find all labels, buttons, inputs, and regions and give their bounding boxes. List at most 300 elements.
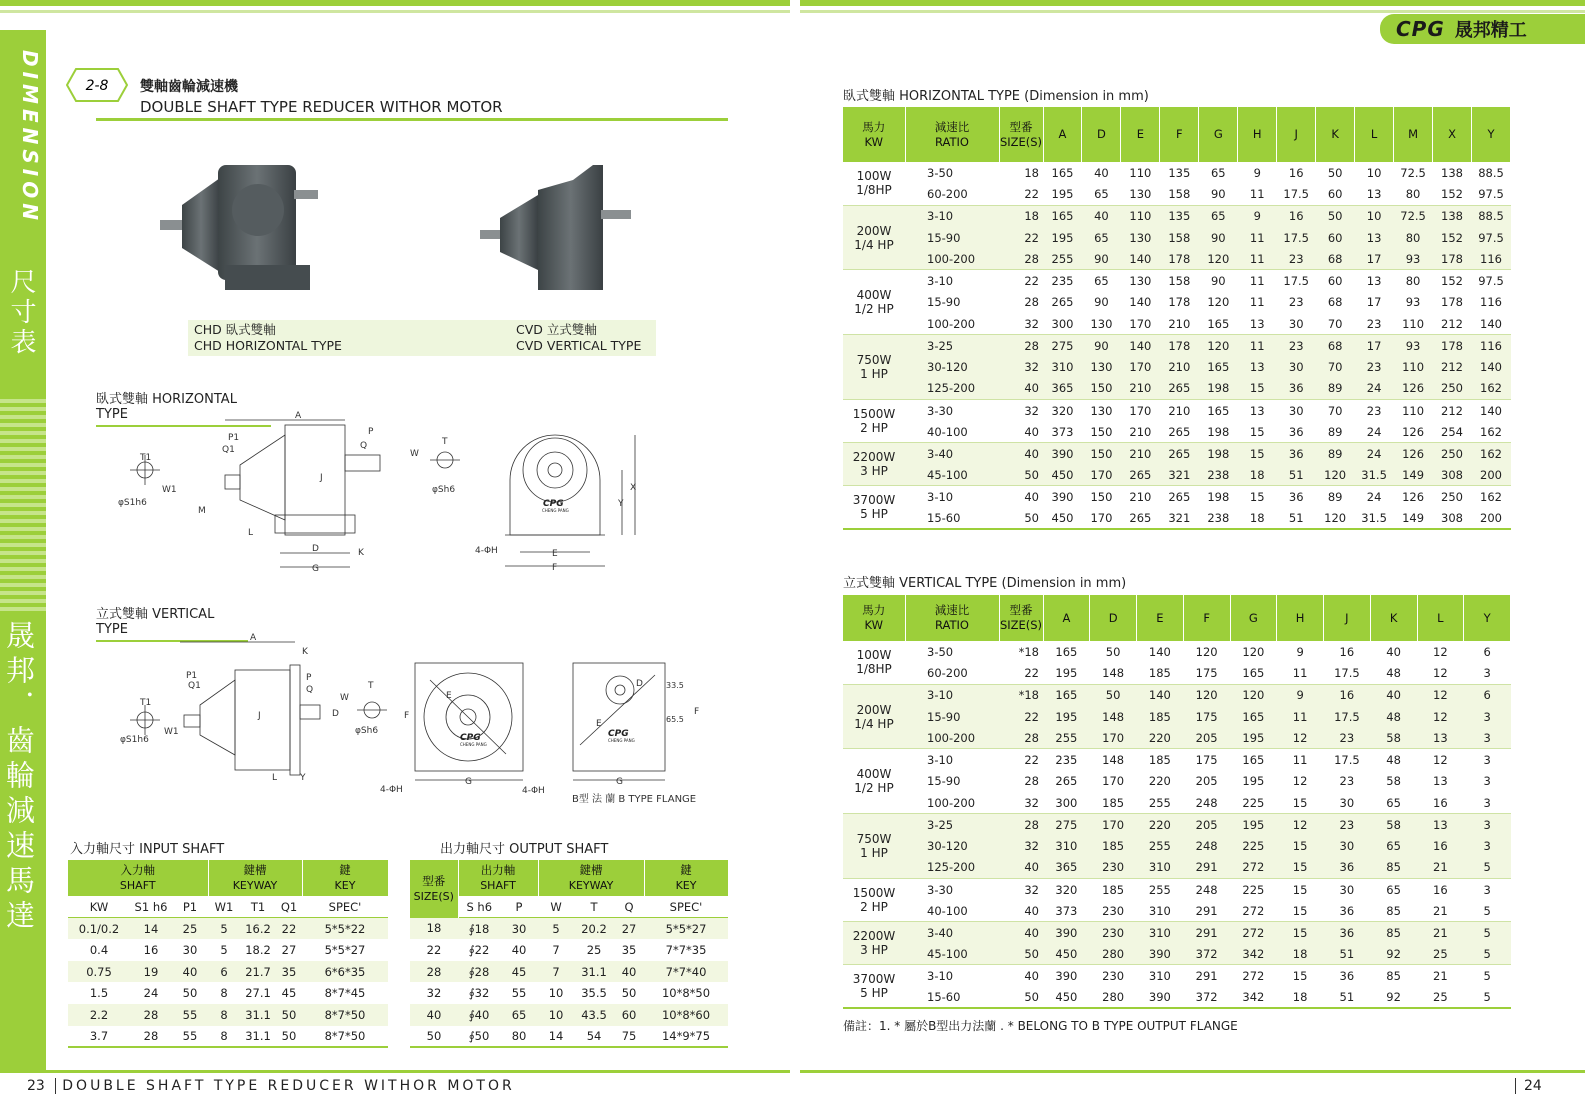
table-row: [410, 1026, 728, 1048]
table-cell: 68: [1316, 292, 1355, 314]
table-cell: 48: [1370, 749, 1417, 771]
table-cell: 152: [1433, 227, 1472, 249]
output-shaft-table: [410, 860, 729, 1048]
dim-col-header: G: [1230, 595, 1277, 641]
table-cell: 308: [1433, 464, 1472, 486]
table-cell: 5: [1464, 987, 1511, 1009]
table-cell: 50: [999, 464, 1043, 486]
table-cell: 65: [1082, 227, 1121, 249]
table-row: [843, 421, 1511, 443]
table-cell: 310: [1137, 900, 1184, 922]
vertical-table-title: 立式雙軸 VERTICAL TYPE (Dimension in mm): [843, 576, 1127, 591]
table-cell: 15: [1238, 421, 1277, 443]
table-cell: 17.5: [1324, 663, 1371, 685]
table-cell: 140: [1471, 400, 1510, 422]
table-cell: 36: [1277, 443, 1316, 465]
table-cell: 68: [1316, 248, 1355, 270]
svg-text:K: K: [302, 647, 308, 657]
svg-text:CHENG PANG: CHENG PANG: [542, 508, 569, 513]
vertical-dimension-drawing: [110, 630, 700, 808]
table-cell: 250: [1433, 443, 1472, 465]
table-cell: 149: [1394, 464, 1433, 486]
table-cell: 248: [1183, 792, 1230, 814]
svg-text:G: G: [465, 777, 472, 787]
table-cell: 225: [1230, 879, 1277, 901]
table-cell: 3: [1464, 771, 1511, 793]
table-cell: 126: [1394, 421, 1433, 443]
table-cell: 89: [1316, 421, 1355, 443]
svg-text:B型 法 蘭 B TYPE FLANGE: B型 法 蘭 B TYPE FLANGE: [572, 794, 697, 805]
table-cell: 2.2: [68, 1004, 130, 1026]
svg-text:Q: Q: [360, 441, 368, 451]
table-cell: 3: [1464, 835, 1511, 857]
table-cell: 265: [1043, 771, 1090, 793]
table-cell: 14: [538, 1026, 574, 1048]
table-cell: 148: [1090, 663, 1137, 685]
table-row: [410, 1004, 728, 1026]
table-cell: 80: [1394, 184, 1433, 206]
brand-name: 晟邦精工: [1454, 20, 1527, 41]
table-row: [843, 922, 1511, 944]
table-cell: 80: [1394, 227, 1433, 249]
table-cell: 130: [1121, 227, 1160, 249]
horizontal-table-title: 臥式雙軸 HORIZONTAL TYPE (Dimension in mm): [843, 89, 1149, 104]
table-cell: 90: [1082, 292, 1121, 314]
table-cell: 40: [999, 857, 1043, 879]
table-cell: 40: [1082, 205, 1121, 227]
table-cell: 255: [1137, 792, 1184, 814]
table-cell: 178: [1433, 292, 1472, 314]
table-cell: 30: [500, 918, 538, 940]
table-row: [843, 943, 1511, 965]
table-cell: 89: [1316, 486, 1355, 508]
table-cell: 40: [500, 939, 538, 961]
input-head-keyway: 鍵槽 KEYWAY: [208, 860, 302, 896]
table-cell: 116: [1471, 335, 1510, 357]
table-row: [843, 663, 1511, 685]
table-cell: 5: [208, 918, 240, 940]
table-cell: 110: [1121, 205, 1160, 227]
table-cell: 65: [1370, 792, 1417, 814]
table-cell: 16: [1324, 641, 1371, 663]
table-cell: 40: [1370, 641, 1417, 663]
table-cell: 24: [1355, 443, 1394, 465]
section-number: 2-8: [85, 78, 109, 94]
power-cell: 400W 1/2 HP: [843, 270, 905, 335]
table-cell: 58: [1370, 771, 1417, 793]
table-cell: 390: [1137, 943, 1184, 965]
table-cell: ∮32: [458, 982, 500, 1004]
table-cell: 17.5: [1277, 184, 1316, 206]
table-cell: 138: [1433, 162, 1472, 184]
table-cell: 254: [1433, 421, 1472, 443]
table-cell: 11: [1238, 184, 1277, 206]
output-head-size: 型番 SIZE(S): [410, 860, 458, 918]
table-cell: 140: [1471, 313, 1510, 335]
table-cell: 28: [999, 335, 1043, 357]
footer-title: DOUBLE SHAFT TYPE REDUCER WITHOR MOTOR: [62, 1078, 515, 1094]
table-cell: 3: [1464, 749, 1511, 771]
table-cell: 60: [1316, 184, 1355, 206]
horizontal-drawing-head: 臥式雙軸 HORIZONTAL TYPE: [96, 388, 271, 427]
table-cell: 210: [1160, 356, 1199, 378]
table-cell: 15: [1238, 443, 1277, 465]
table-cell: 65: [1199, 205, 1238, 227]
svg-text:Q1: Q1: [222, 445, 235, 455]
table-cell: 51: [1277, 464, 1316, 486]
table-cell: 272: [1230, 922, 1277, 944]
section-rule: [96, 118, 728, 121]
table-cell: 30: [1324, 835, 1371, 857]
table-cell: 230: [1090, 922, 1137, 944]
power-cell: 1500W 2 HP: [843, 879, 905, 922]
table-cell: 165: [1043, 641, 1090, 663]
svg-text:D: D: [636, 679, 643, 689]
table-cell: 50: [410, 1026, 458, 1048]
table-cell: 36: [1277, 378, 1316, 400]
svg-text:T: T: [368, 681, 374, 691]
table-cell: 450: [1043, 987, 1090, 1009]
table-cell: 18: [999, 162, 1043, 184]
table-cell: 17.5: [1277, 227, 1316, 249]
table-row: [410, 961, 728, 983]
table-cell: 130: [1121, 184, 1160, 206]
table-cell: 85: [1370, 857, 1417, 879]
ratio-cell: 3-30: [905, 879, 999, 901]
table-cell: 150: [1082, 486, 1121, 508]
table-row: [843, 508, 1511, 530]
table-cell: 120: [1230, 684, 1277, 706]
table-cell: 9: [1238, 162, 1277, 184]
svg-text:65.5: 65.5: [666, 715, 684, 724]
svg-text:φS1h6: φS1h6: [118, 498, 147, 508]
table-row: [410, 939, 728, 961]
table-cell: 200: [1471, 464, 1510, 486]
table-cell: 17: [1355, 248, 1394, 270]
dim-col-header: L: [1417, 595, 1464, 641]
cvd-caption-cn: CVD 立式雙軸: [516, 322, 597, 337]
chd-caption-en: CHD HORIZONTAL TYPE: [194, 338, 342, 353]
table-cell: 30: [1324, 879, 1371, 901]
table-cell: 170: [1090, 814, 1137, 836]
ratio-cell: 100-200: [905, 792, 999, 814]
table-cell: 120: [1316, 464, 1355, 486]
table-cell: 265: [1160, 443, 1199, 465]
power-col-header: 馬力 KW: [843, 107, 905, 162]
table-cell: 65: [500, 1004, 538, 1026]
table-cell: 170: [1082, 508, 1121, 530]
table-cell: 12: [1417, 706, 1464, 728]
table-cell: 15: [1277, 965, 1324, 987]
table-cell: 390: [1043, 486, 1082, 508]
table-cell: 450: [1043, 508, 1082, 530]
footnote: 備註：1. * 屬於B型出力法蘭 . * BELONG TO B TYPE OUTPUT FLANGE: [843, 1019, 1238, 1033]
table-cell: 210: [1121, 421, 1160, 443]
svg-text:G: G: [312, 564, 319, 574]
table-cell: 21: [1417, 900, 1464, 922]
svg-text:F: F: [404, 711, 410, 721]
footer-rule-right: [800, 1070, 1585, 1073]
table-cell: 450: [1043, 943, 1090, 965]
table-cell: 27: [276, 939, 302, 961]
table-cell: 17.5: [1277, 270, 1316, 292]
table-cell: 25: [1417, 987, 1464, 1009]
table-cell: 40: [614, 961, 644, 983]
table-cell: 130: [1082, 313, 1121, 335]
table-cell: 280: [1090, 943, 1137, 965]
table-cell: 321: [1160, 508, 1199, 530]
table-cell: 5: [1464, 900, 1511, 922]
table-cell: 24: [130, 982, 172, 1004]
table-cell: 6*6*35: [302, 961, 388, 983]
table-cell: 18: [1277, 943, 1324, 965]
svg-text:P: P: [368, 427, 374, 437]
table-cell: 16: [1417, 879, 1464, 901]
svg-text:E: E: [552, 549, 558, 559]
dim-col-header: M: [1394, 107, 1433, 162]
output-col-header: Q: [614, 896, 644, 918]
dim-col-header: E: [1137, 595, 1184, 641]
table-cell: 12: [1417, 641, 1464, 663]
table-cell: 13: [1417, 814, 1464, 836]
table-cell: 205: [1183, 771, 1230, 793]
table-cell: 310: [1137, 922, 1184, 944]
table-cell: 220: [1137, 771, 1184, 793]
table-cell: 18: [1238, 508, 1277, 530]
table-cell: 22: [999, 270, 1043, 292]
table-cell: 116: [1471, 248, 1510, 270]
table-row: [410, 918, 728, 940]
dim-col-header: L: [1355, 107, 1394, 162]
dim-col-header: K: [1370, 595, 1417, 641]
table-cell: 150: [1082, 443, 1121, 465]
table-cell: 265: [1121, 464, 1160, 486]
table-cell: 12: [1417, 749, 1464, 771]
table-cell: 58: [1370, 814, 1417, 836]
svg-text:Q1: Q1: [188, 681, 201, 691]
table-cell: 120: [1199, 248, 1238, 270]
output-col-header: T: [574, 896, 614, 918]
svg-text:K: K: [358, 548, 364, 558]
svg-text:Y: Y: [618, 499, 624, 509]
table-cell: 85: [1370, 965, 1417, 987]
chd-motor-photo: [160, 150, 330, 300]
output-col-header: S h6: [458, 896, 500, 918]
table-cell: 40: [172, 961, 208, 983]
table-cell: 68: [1316, 335, 1355, 357]
table-cell: 110: [1394, 400, 1433, 422]
table-cell: 230: [1090, 965, 1137, 987]
svg-text:φS1h6: φS1h6: [120, 735, 149, 745]
table-cell: 15: [1238, 486, 1277, 508]
table-cell: 238: [1199, 464, 1238, 486]
table-cell: 265: [1160, 378, 1199, 400]
table-cell: 16: [1417, 792, 1464, 814]
svg-text:T1: T1: [140, 453, 152, 463]
svg-text:CHENG PANG: CHENG PANG: [608, 738, 635, 743]
table-row: [843, 227, 1511, 249]
table-cell: 50: [1090, 641, 1137, 663]
table-cell: 162: [1471, 378, 1510, 400]
table-cell: 40: [999, 443, 1043, 465]
table-cell: 12: [1417, 684, 1464, 706]
table-cell: 3: [1464, 792, 1511, 814]
table-cell: 150: [1082, 421, 1121, 443]
table-cell: 21: [1417, 965, 1464, 987]
dim-col-header: K: [1316, 107, 1355, 162]
table-cell: 198: [1199, 378, 1238, 400]
table-cell: 150: [1082, 378, 1121, 400]
table-cell: 205: [1183, 727, 1230, 749]
table-cell: 195: [1043, 706, 1090, 728]
cvd-caption: [488, 320, 656, 356]
table-cell: 88.5: [1471, 162, 1510, 184]
table-cell: 13: [1238, 313, 1277, 335]
table-cell: 162: [1471, 443, 1510, 465]
ratio-cell: 3-25: [905, 335, 999, 357]
table-cell: 10*8*50: [644, 982, 728, 1004]
table-cell: 265: [1043, 292, 1082, 314]
table-cell: 24: [1355, 378, 1394, 400]
power-cell: 100W 1/8HP: [843, 641, 905, 684]
table-cell: 185: [1137, 663, 1184, 685]
table-cell: 28: [410, 961, 458, 983]
table-cell: 18: [1238, 464, 1277, 486]
table-cell: 178: [1160, 292, 1199, 314]
table-cell: 110: [1121, 162, 1160, 184]
output-head-key: 鍵 KEY: [644, 860, 728, 896]
dim-col-header: A: [1043, 595, 1090, 641]
table-cell: 135: [1160, 162, 1199, 184]
ratio-cell: 15-60: [905, 987, 999, 1009]
table-cell: 8*7*50: [302, 1004, 388, 1026]
table-cell: 272: [1230, 900, 1277, 922]
table-cell: 65: [1370, 835, 1417, 857]
ratio-cell: 3-10: [905, 270, 999, 292]
table-cell: 342: [1230, 943, 1277, 965]
table-cell: 310: [1043, 835, 1090, 857]
size-col-header: 型番 SIZE(S): [999, 107, 1043, 162]
table-cell: 310: [1137, 857, 1184, 879]
table-cell: 235: [1043, 749, 1090, 771]
table-cell: 15: [1277, 900, 1324, 922]
ratio-cell: 3-10: [905, 486, 999, 508]
table-cell: 5: [208, 939, 240, 961]
svg-text:P1: P1: [186, 671, 198, 681]
table-cell: 300: [1043, 313, 1082, 335]
table-cell: 130: [1082, 400, 1121, 422]
table-cell: 24: [1355, 486, 1394, 508]
table-cell: 6: [1464, 684, 1511, 706]
table-cell: 90: [1082, 248, 1121, 270]
table-cell: 11: [1238, 270, 1277, 292]
table-cell: 3: [1464, 814, 1511, 836]
table-cell: 175: [1183, 706, 1230, 728]
table-cell: 36: [1324, 900, 1371, 922]
table-cell: 138: [1433, 205, 1472, 227]
table-cell: 248: [1183, 835, 1230, 857]
table-cell: 8*7*45: [302, 982, 388, 1004]
table-cell: 18: [410, 918, 458, 940]
table-cell: 185: [1090, 879, 1137, 901]
brand-tab: [1380, 14, 1585, 44]
table-cell: 170: [1121, 400, 1160, 422]
table-cell: 110: [1394, 356, 1433, 378]
ratio-cell: 3-10: [905, 205, 999, 227]
table-cell: 255: [1043, 248, 1082, 270]
output-col-header: P: [500, 896, 538, 918]
table-cell: 11: [1277, 663, 1324, 685]
table-cell: 148: [1090, 749, 1137, 771]
input-head-shaft: 入力軸 SHAFT: [68, 860, 208, 896]
table-cell: 97.5: [1471, 227, 1510, 249]
svg-text:4-ΦH: 4-ΦH: [522, 786, 545, 796]
table-cell: 130: [1082, 356, 1121, 378]
ratio-cell: 3-50: [905, 162, 999, 184]
table-cell: 165: [1199, 313, 1238, 335]
table-cell: 50: [172, 982, 208, 1004]
table-cell: 175: [1183, 663, 1230, 685]
ratio-cell: 125-200: [905, 857, 999, 879]
svg-text:W: W: [410, 449, 419, 459]
table-cell: 32: [410, 982, 458, 1004]
brand-logo: CPG: [1396, 17, 1445, 41]
table-row: [68, 982, 388, 1004]
table-cell: 140: [1121, 335, 1160, 357]
table-cell: 50: [1090, 684, 1137, 706]
table-cell: 8: [208, 1026, 240, 1048]
table-cell: 36: [1277, 486, 1316, 508]
dim-col-header: F: [1183, 595, 1230, 641]
output-head-shaft: 出力軸 SHAFT: [458, 860, 538, 896]
table-cell: 12: [1277, 727, 1324, 749]
table-cell: 165: [1230, 706, 1277, 728]
power-col-header: 馬力 KW: [843, 595, 905, 641]
table-cell: 23: [1324, 771, 1371, 793]
ratio-cell: 40-100: [905, 900, 999, 922]
table-cell: 48: [1370, 706, 1417, 728]
table-cell: 275: [1043, 814, 1090, 836]
table-row: [843, 749, 1511, 771]
table-cell: 185: [1090, 792, 1137, 814]
table-cell: 17.5: [1324, 706, 1371, 728]
ratio-cell: 60-200: [905, 184, 999, 206]
table-cell: 40: [410, 1004, 458, 1026]
table-cell: 212: [1433, 313, 1472, 335]
table-row: [843, 313, 1511, 335]
ratio-cell: 45-100: [905, 464, 999, 486]
table-cell: 390: [1043, 443, 1082, 465]
table-cell: 90: [1199, 227, 1238, 249]
table-cell: 5: [1464, 922, 1511, 944]
table-row: [843, 771, 1511, 793]
table-cell: 85: [1370, 922, 1417, 944]
table-cell: 22: [999, 706, 1043, 728]
table-cell: 235: [1043, 270, 1082, 292]
table-cell: 130: [1121, 270, 1160, 292]
table-cell: 198: [1199, 421, 1238, 443]
table-cell: 170: [1121, 356, 1160, 378]
table-cell: 27: [614, 918, 644, 940]
svg-text:CPG: CPG: [608, 729, 629, 739]
table-cell: 8: [208, 1004, 240, 1026]
table-cell: 11: [1277, 749, 1324, 771]
table-cell: 126: [1394, 378, 1433, 400]
table-cell: 1.5: [68, 982, 130, 1004]
table-cell: 23: [1277, 335, 1316, 357]
table-cell: 92: [1370, 987, 1417, 1009]
table-row: [843, 900, 1511, 922]
